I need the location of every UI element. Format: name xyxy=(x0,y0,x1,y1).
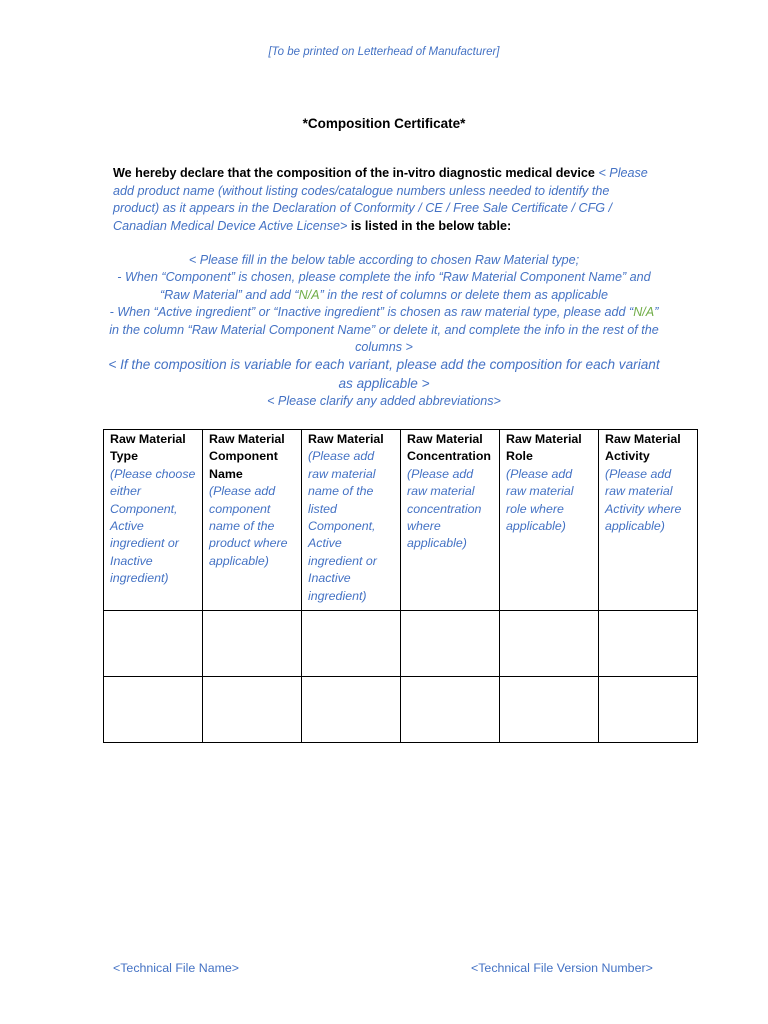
column-hint: (Please choose either Component, Active ingredient or Inactive ingredient) xyxy=(110,466,196,586)
instruction-ingredient xyxy=(108,304,660,356)
table-cell[interactable] xyxy=(302,611,401,677)
instruction-text: ” in the rest of columns or delete them as applicable xyxy=(319,287,608,302)
table-cell[interactable] xyxy=(500,677,599,743)
table-header-row xyxy=(104,430,698,611)
table-cell[interactable] xyxy=(401,611,500,677)
column-hint: (Please add component name of the product where applicable) xyxy=(209,484,288,568)
document-title: *Composition Certificate* xyxy=(302,116,466,131)
technical-file-name: <Technical File Name> xyxy=(113,961,240,975)
instruction-text: ” in the column “Raw Material Component Name” or delete it, and complete the info in the rest of the columns > xyxy=(109,305,659,355)
column-hint: (Please add raw material name of the listed Component, Active ingredient or Inactive ingredient) xyxy=(308,449,377,603)
header-cell-activity xyxy=(599,430,698,611)
table-cell[interactable] xyxy=(500,611,599,677)
column-hint: (Please add raw material role where applicable) xyxy=(506,466,574,534)
column-hint: (Please add raw material concentration where applicable) xyxy=(407,466,482,551)
instruction-line: < Please fill in the below table according to chosen Raw Material type; xyxy=(188,253,580,267)
table-cell[interactable] xyxy=(599,611,698,677)
table-cell[interactable] xyxy=(104,677,203,743)
table-cell[interactable] xyxy=(599,677,698,743)
header-cell-role xyxy=(500,430,599,611)
declaration-paragraph xyxy=(113,165,658,235)
table-cell[interactable] xyxy=(203,677,302,743)
header-cell-raw-material xyxy=(302,430,401,611)
column-header: Raw Material Type xyxy=(110,432,186,464)
instruction-variant: < If the composition is variable for each variant, please add the composition for each variant as applicable > xyxy=(108,357,660,391)
column-header: Raw Material Component Name xyxy=(209,432,285,481)
table-cell[interactable] xyxy=(302,677,401,743)
table-body xyxy=(104,430,698,743)
product-name-placeholder: < Please add product name (without listing codes/catalogue numbers unless needed to identify the product) as it appears in the Declaration of Conformity / CE / Free Sale Certificate / CFG / Canadian Medical Device Active License> xyxy=(113,166,648,233)
declaration-lead: We hereby declare that the composition of the in-vitro diagnostic medical device xyxy=(113,166,595,180)
table-row xyxy=(104,677,698,743)
column-header: Raw Material xyxy=(308,432,384,446)
na-marker: N/A xyxy=(298,287,320,302)
header-cell-component-name xyxy=(203,430,302,611)
column-hint: (Please add raw material Activity where applicable) xyxy=(605,466,682,534)
table-cell[interactable] xyxy=(203,611,302,677)
column-header: Raw Material Activity xyxy=(605,432,681,464)
composition-table xyxy=(103,429,698,743)
header-cell-type xyxy=(104,430,203,611)
na-marker: N/A xyxy=(633,305,655,320)
instruction-component xyxy=(108,269,660,304)
declaration-tail: is listed in the below table: xyxy=(350,218,512,233)
letterhead-note: [To be printed on Letterhead of Manufacturer] xyxy=(268,46,500,58)
table-cell[interactable] xyxy=(401,677,500,743)
instruction-text: - When “Component” is chosen, please complete the info “Raw Material Component Name” and “Raw Material” and add “ xyxy=(117,270,651,302)
table-row xyxy=(104,611,698,677)
instruction-abbreviations: < Please clarify any added abbreviations> xyxy=(267,394,501,409)
technical-file-version: <Technical File Version Number> xyxy=(471,961,653,975)
column-header: Raw Material Concentration xyxy=(407,432,491,464)
instruction-text: - When “Active ingredient” or “Inactive ingredient” is chosen as raw material type, please add “ xyxy=(109,305,634,320)
header-cell-concentration xyxy=(401,430,500,611)
instructions-block xyxy=(108,252,660,411)
table-cell[interactable] xyxy=(104,611,203,677)
column-header: Raw Material Role xyxy=(506,432,582,464)
